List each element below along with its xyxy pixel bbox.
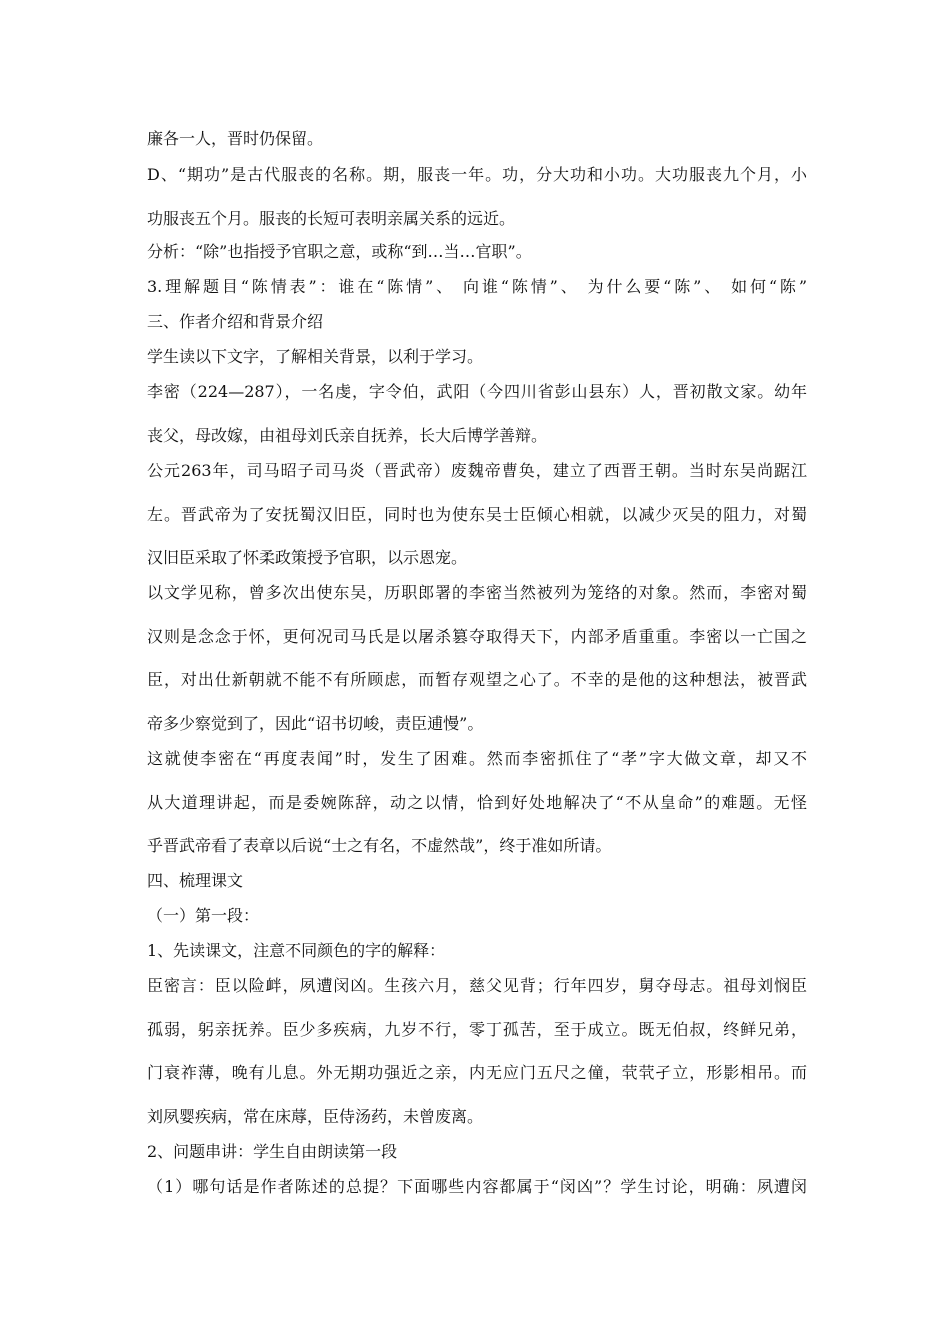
text-line: 这就使李密在“再度表闻”时，发生了困难。然而李密抓住了“孝”字大做文章，却又不 bbox=[147, 749, 807, 768]
text-line: 1、先读课文，注意不同颜色的字的解释： bbox=[147, 941, 446, 960]
text-line: 丧父，母改嫁，由祖母刘氏亲自抚养，长大后博学善辩。 bbox=[147, 426, 548, 445]
section-heading: 四、梳理课文 bbox=[147, 871, 244, 890]
text-line: 廉各一人，晋时仍保留。 bbox=[147, 129, 324, 148]
text-line: 汉则是念念于怀，更何况司马氏是以屠杀篡夺取得天下，内部矛盾重重。李密以一亡国之 bbox=[147, 627, 807, 646]
text-line: 臣密言：臣以险衅，夙遭闵凶。生孩六月，慈父见背；行年四岁，舅夺母志。祖母刘悯臣 bbox=[147, 976, 807, 995]
text-line: 乎晋武帝看了表章以后说“士之有名，不虚然哉”，终于准如所请。 bbox=[147, 836, 612, 855]
section-heading: 三、作者介绍和背景介绍 bbox=[147, 312, 324, 331]
text-line: 以文学见称，曾多次出使东吴，历职郎署的李密当然被列为笼络的对象。然而，李密对蜀 bbox=[147, 583, 807, 602]
text-line: 帝多少察觉到了，因此“诏书切峻，责臣逋慢”。 bbox=[147, 714, 484, 733]
text-line: 刘夙婴疾病，常在床蓐，臣侍汤药，未曾废离。 bbox=[147, 1107, 484, 1126]
text-line: D、“期功”是古代服丧的名称。期，服丧一年。功，分大功和小功。大功服丧九个月，小 bbox=[147, 165, 807, 184]
text-line: 李密（224—287），一名虔，字令伯，武阳（今四川省彭山县东）人，晋初散文家。幼年 bbox=[147, 382, 807, 401]
text-line: 左。晋武帝为了安抚蜀汉旧臣，同时也为使东吴士臣倾心相就，以减少灭吴的阻力，对蜀 bbox=[147, 505, 807, 524]
text-line: （1）哪句话是作者陈述的总提？下面哪些内容都属于“闵凶”？学生讨论，明确：夙遭闵 bbox=[147, 1177, 807, 1196]
text-line: 2、问题串讲：学生自由朗读第一段 bbox=[147, 1142, 398, 1161]
subsection-heading: （一）第一段： bbox=[147, 906, 260, 925]
text-line: 臣，对出仕新朝就不能不有所顾虑，而暂存观望之心了。不幸的是他的这种想法，被晋武 bbox=[147, 670, 807, 689]
text-line: 汉旧臣采取了怀柔政策授予官职，以示恩宠。 bbox=[147, 548, 468, 567]
text-line: 学生读以下文字，了解相关背景，以利于学习。 bbox=[147, 347, 484, 366]
text-line: 从大道理讲起，而是委婉陈辞，动之以情，恰到好处地解决了“不从皇命”的难题。无怪 bbox=[147, 793, 807, 812]
text-line: 分析：“除”也指授予官职之意，或称“到…当…官职”。 bbox=[147, 242, 532, 261]
text-line: 功服丧五个月。服丧的长短可表明亲属关系的远近。 bbox=[147, 209, 516, 228]
text-line: 3.理解题目“陈情表”：谁在“陈情”、 向谁“陈情”、 为什么要“陈”、 如何“陈” bbox=[147, 277, 807, 296]
text-line: 孤弱，躬亲抚养。臣少多疾病，九岁不行，零丁孤苦，至于成立。既无伯叔，终鲜兄弟， bbox=[147, 1020, 807, 1039]
text-line: 门衰祚薄，晚有儿息。外无期功强近之亲，内无应门五尺之僮，茕茕孑立，形影相吊。而 bbox=[147, 1063, 807, 1082]
text-line: 公元263年，司马昭子司马炎（晋武帝）废魏帝曹奂，建立了西晋王朝。当时东吴尚踞江 bbox=[147, 461, 807, 480]
